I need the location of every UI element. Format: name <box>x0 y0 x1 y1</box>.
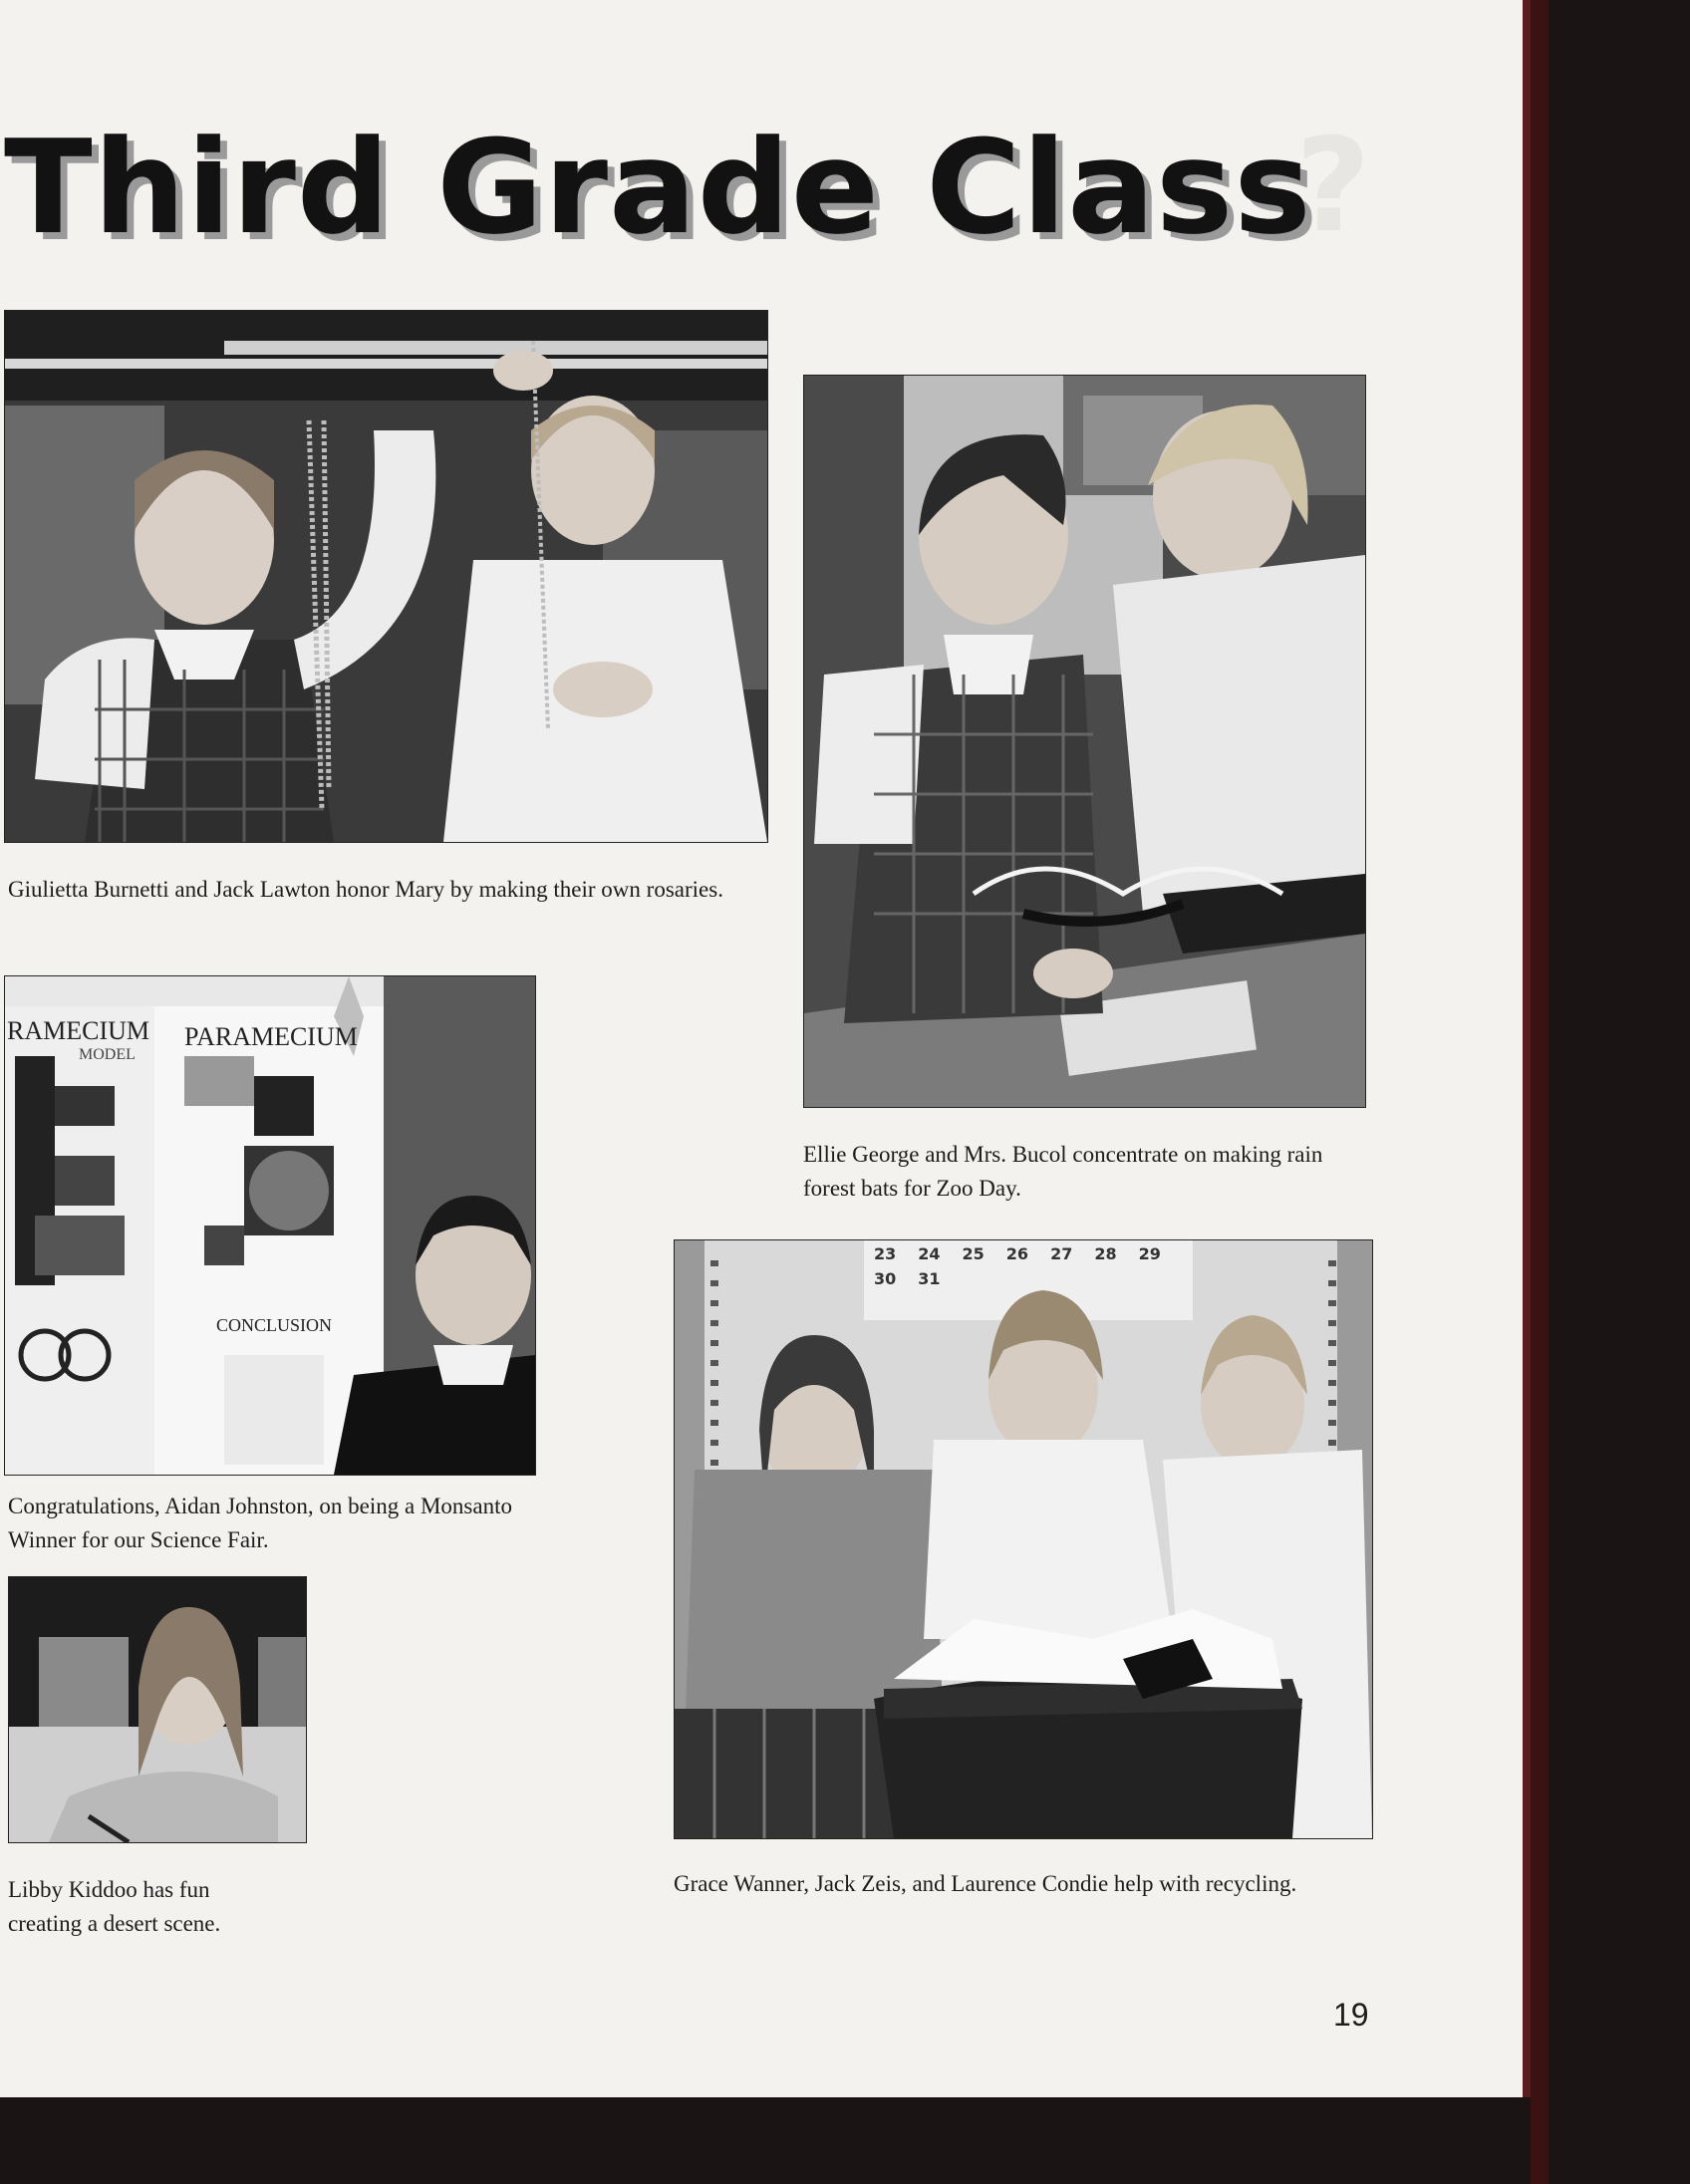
calendar-day: 30 <box>874 1269 897 1288</box>
poster-heading-left: RAMECIUM <box>7 1016 150 1045</box>
science-fair-photo <box>4 975 536 1476</box>
calendar-day: 31 <box>918 1269 941 1288</box>
desert-caption: Libby Kiddoo has fun creating a desert scene. <box>8 1877 221 1936</box>
page-title: Third Grade Class <box>4 112 1312 263</box>
science-fair-caption: Congratulations, Aidan Johnston, on being a Monsanto Winner for our Science Fair. <box>8 1494 512 1552</box>
calendar-day: 28 <box>1094 1244 1117 1263</box>
rosaries-caption: Giulietta Burnetti and Jack Lawton honor Mary by making their own rosaries. <box>8 877 723 902</box>
page-binding-edge <box>1531 0 1549 2184</box>
page-number: 19 <box>1333 1997 1369 2033</box>
poster-conclusion: CONCLUSION <box>216 1315 333 1335</box>
poster-subheading: MODEL <box>79 1046 136 1063</box>
calendar-day: 24 <box>918 1244 941 1263</box>
rosaries-photo <box>4 310 768 843</box>
calendar-strip <box>864 1244 1193 1288</box>
poster-heading: PARAMECIUM <box>184 1022 358 1051</box>
recycling-photo <box>674 1239 1373 1839</box>
bats-caption: Ellie George and Mrs. Bucol concentrate on making rain forest bats for Zoo Day. <box>803 1142 1323 1201</box>
calendar-day: 26 <box>1005 1244 1029 1263</box>
calendar-day: 23 <box>874 1244 897 1263</box>
recycling-caption: Grace Wanner, Jack Zeis, and Laurence Condie help with recycling. <box>674 1871 1297 1896</box>
calendar-day: 27 <box>1050 1244 1073 1263</box>
calendar-row-2 <box>864 1269 1193 1288</box>
calendar-row-1 <box>864 1244 1193 1263</box>
bats-photo <box>803 375 1366 1108</box>
bleed-through-mark: ? <box>1295 110 1371 261</box>
calendar-day: 25 <box>962 1244 985 1263</box>
desert-photo <box>8 1576 307 1843</box>
calendar-day: 29 <box>1138 1244 1161 1263</box>
